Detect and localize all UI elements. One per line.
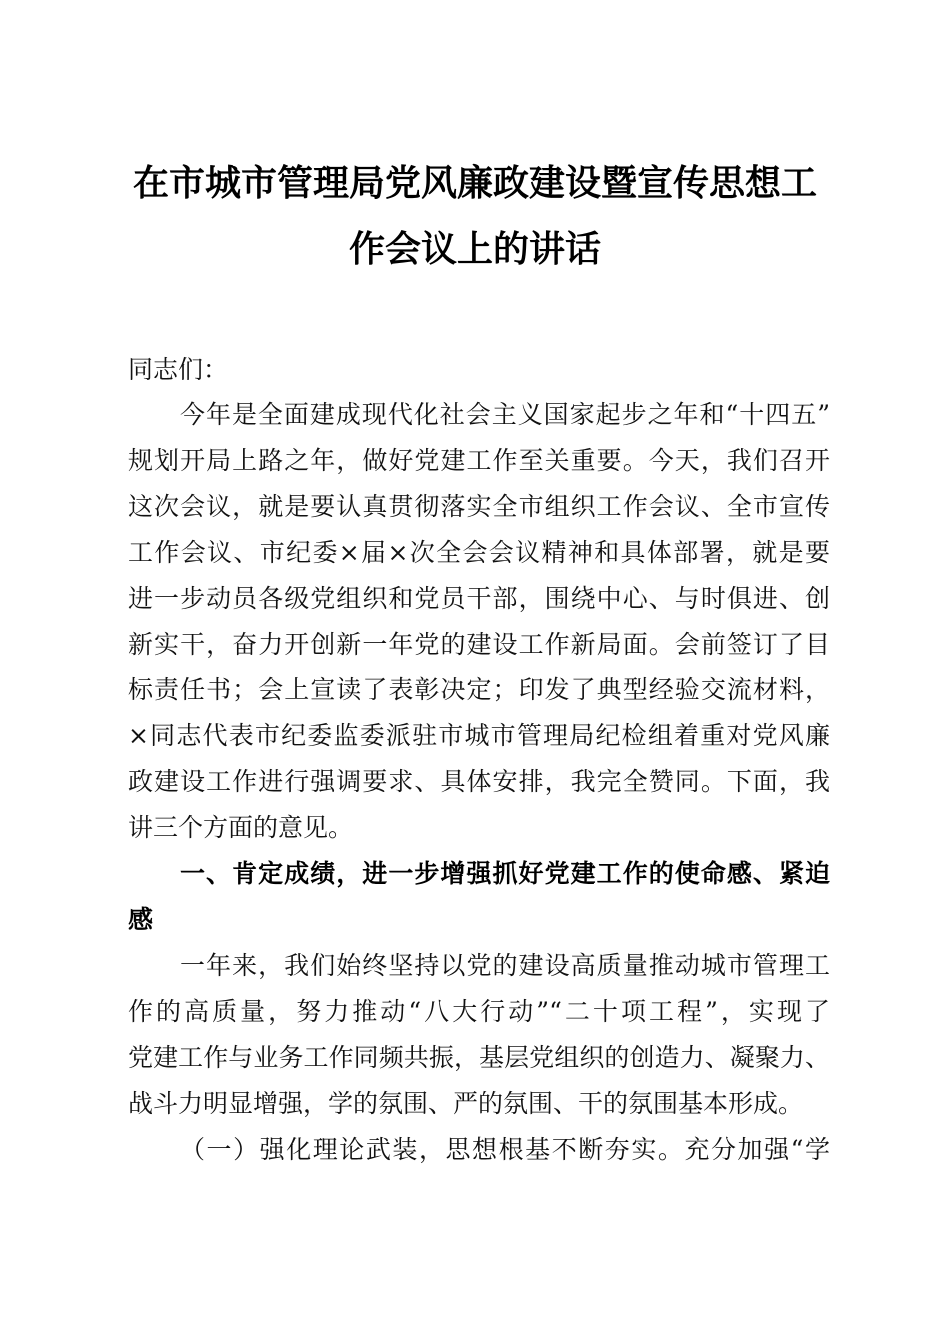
- paragraph-line: 新实干，奋力开创新一年党的建设工作新局面。会前签订了目: [128, 630, 830, 659]
- document-title-line-2: 作会议上的讲话: [348, 229, 601, 270]
- paragraph-line: 进一步动员各级党组织和党员干部，围绕中心、与时俱进、创: [128, 584, 830, 613]
- paragraph-line: （一）强化理论武装，思想根基不断夯实。充分加强“学: [180, 1135, 830, 1164]
- document-title-line-1: 在市城市管理局党风廉政建设暨宣传思想工: [132, 163, 817, 204]
- paragraph-line: 今年是全面建成现代化社会主义国家起步之年和“十四五”: [180, 400, 830, 429]
- section-heading-line: 一、肯定成绩，进一步增强抓好党建工作的使命感、紧迫: [180, 859, 830, 888]
- paragraph-line: 党建工作与业务工作同频共振，基层党组织的创造力、凝聚力、: [128, 1043, 830, 1072]
- paragraph-line: 标责任书；会上宣读了表彰决定；印发了典型经验交流材料，: [128, 675, 830, 704]
- section-heading-line: 感: [128, 905, 154, 934]
- paragraph-line: 一年来，我们始终坚持以党的建设高质量推动城市管理工: [180, 951, 830, 980]
- salutation: 同志们：: [128, 355, 229, 384]
- paragraph-line: 政建设工作进行强调要求、具体安排，我完全赞同。下面，我: [128, 767, 830, 796]
- paragraph-line: 作的高质量，努力推动“八大行动”“二十项工程”，实现了: [128, 997, 830, 1026]
- paragraph-line: ×同志代表市纪委监委派驻市城市管理局纪检组着重对党风廉: [128, 721, 830, 750]
- paragraph-line: 这次会议，就是要认真贯彻落实全市组织工作会议、全市宣传: [128, 492, 830, 521]
- paragraph-line: 规划开局上路之年，做好党建工作至关重要。今天，我们召开: [128, 446, 830, 475]
- paragraph-line: 战斗力明显增强，学的氛围、严的氛围、干的氛围基本形成。: [128, 1089, 804, 1118]
- paragraph-line: 工作会议、市纪委×届×次全会会议精神和具体部署，就是要: [128, 538, 830, 567]
- paragraph-line: 讲三个方面的意见。: [128, 813, 354, 842]
